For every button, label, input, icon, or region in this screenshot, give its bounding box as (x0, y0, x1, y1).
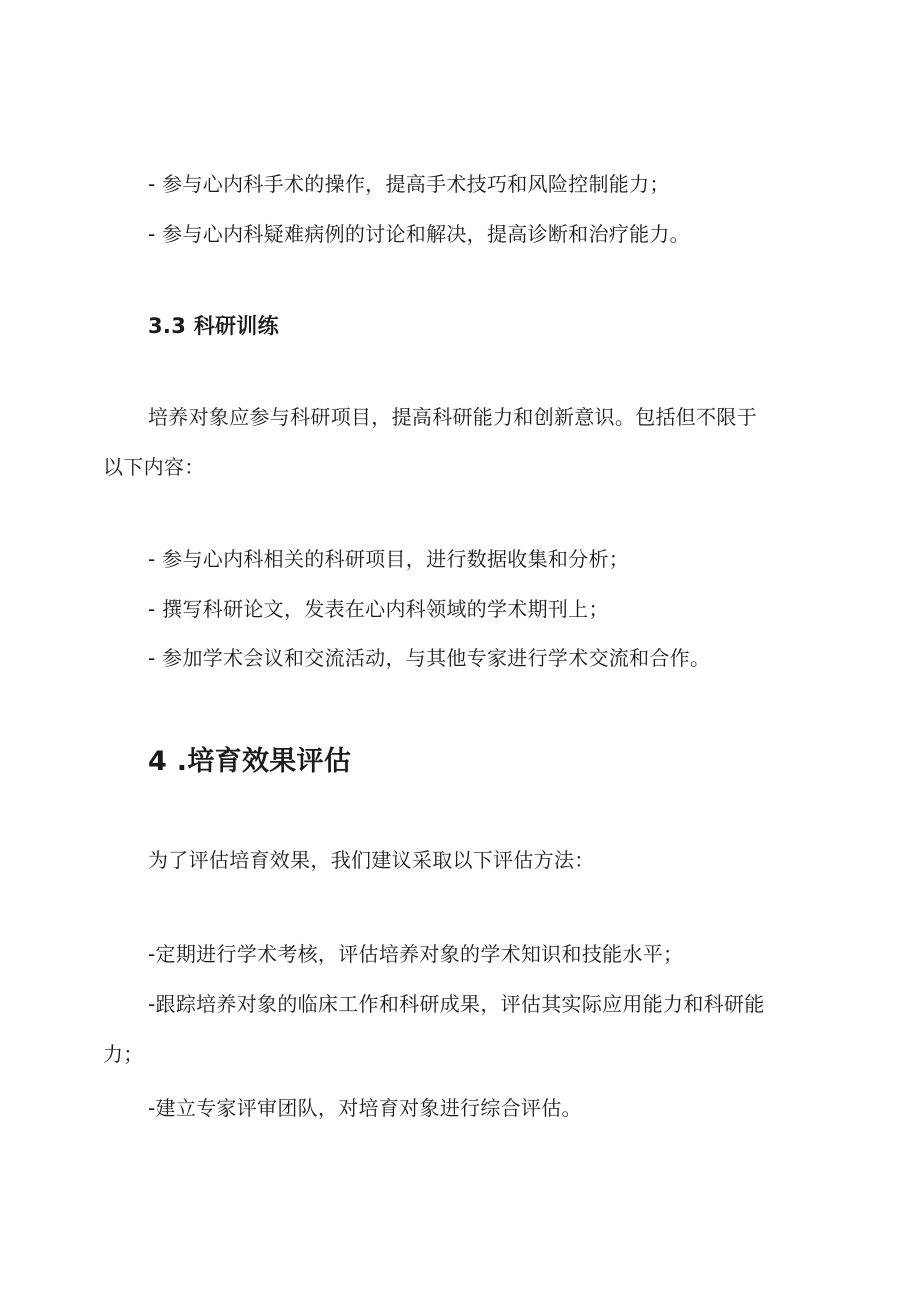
section-heading-4: 4 .培育效果评估 (148, 746, 352, 777)
list-item: -跟踪培养对象的临床工作和科研成果，评估其实际应用能力和科研能 (148, 992, 765, 1016)
list-item: -建立专家评审团队，对培育对象进行综合评估。 (148, 1096, 582, 1120)
section-heading-3-3: 3.3 科研训练 (148, 314, 279, 338)
paragraph-line: 培养对象应参与科研项目，提高科研能力和创新意识。包括但不限于 (148, 405, 757, 429)
list-item: - 参加学术会议和交流活动，与其他专家进行学术交流和合作。 (148, 646, 711, 670)
list-item: - 参与心内科疑难病例的讨论和解决，提高诊断和治疗能力。 (148, 222, 690, 246)
paragraph-line: 以下内容： (103, 455, 205, 479)
list-item: - 参与心内科相关的科研项目，进行数据收集和分析； (148, 547, 630, 571)
list-item: - 撰写科研论文，发表在心内科领域的学术期刊上； (148, 597, 609, 621)
list-item: - 参与心内科手术的操作，提高手术技巧和风险控制能力； (148, 172, 670, 196)
list-item: -定期进行学术考核，评估培养对象的学术知识和技能水平； (148, 942, 684, 966)
list-item-continuation: 力； (103, 1042, 144, 1066)
paragraph-line: 为了评估培育效果，我们建议采取以下评估方法： (148, 848, 595, 872)
